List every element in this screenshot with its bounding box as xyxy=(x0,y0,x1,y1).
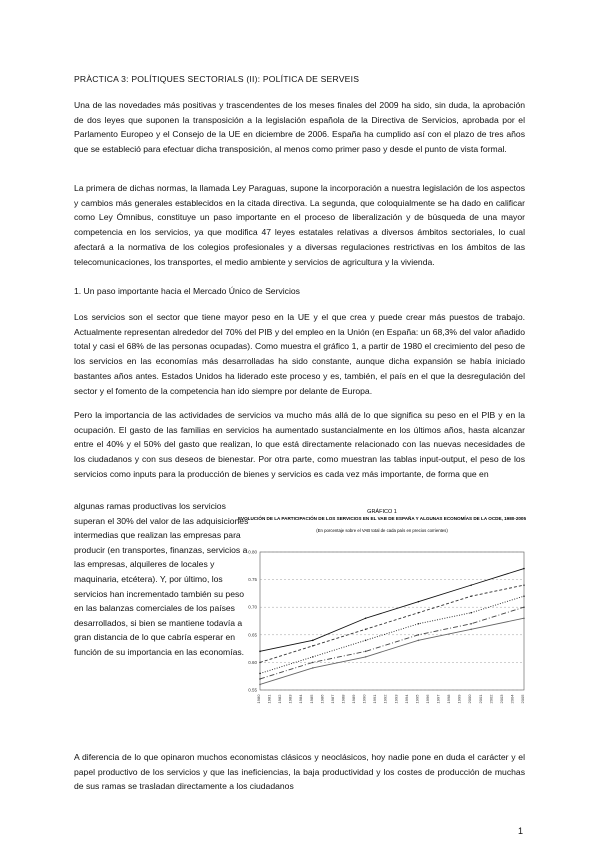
chart-svg xyxy=(232,504,532,729)
data-point xyxy=(523,617,525,619)
plot-frame xyxy=(260,552,524,690)
data-point xyxy=(312,667,314,669)
data-point xyxy=(259,678,261,680)
x-tick-label: 1994 xyxy=(403,694,409,704)
section-heading: 1. Un paso importante hacia el Mercado Único de Servicios xyxy=(74,286,300,296)
data-point xyxy=(365,628,367,630)
data-point xyxy=(523,568,525,570)
x-tick-label: 1992 xyxy=(382,694,388,704)
paragraph-2: La primera de dichas normas, la llamada Ley Paraguas, supone la incorporación a nuestra legislación de los aspectos y cambios más generales establecidos en la citada directiva. La segunda, que coloquialmente se ha dado en calificar como Ley Ómnibus, constituye un paso importante en el proceso de liberalización y de búsqueda de una mayor competencia en los servicios, ya que modifica 47 leyes estatales relativas a diversos ámbitos sectoriales, lo cual afectará a la normativa de los colegios profesionales y a diversas regulaciones restrictivas en los ámbitos de las telecomunicaciones, los transportes, el medio ambiente y servicios de agricultura y la vivienda. xyxy=(74,183,525,267)
y-tick-label: 0.55 xyxy=(248,687,257,693)
y-tick-label: 0.60 xyxy=(248,659,257,665)
paragraph-5: A diferencia de lo que opinaron muchos economistas clásicos y neoclásicos, hoy nadie pone en duda el carácter y el papel productivo de los servicios y que las ineficiencias, la baja productividad y los costes de producción de muchas de sus ramas se trasladan directamente a los ciudadanos xyxy=(74,752,525,792)
data-point xyxy=(470,612,472,614)
x-tick-label: 2000 xyxy=(467,694,473,704)
y-tick-label: 0.70 xyxy=(248,604,257,610)
x-tick-label: 1993 xyxy=(393,694,399,704)
data-point xyxy=(312,662,314,664)
x-tick-label: 1982 xyxy=(277,694,283,704)
document-title: PRÀCTICA 3: POLÍTIQUES SECTORIALS (II): POLÍTICA DE SERVEIS xyxy=(74,74,360,84)
x-tick-label: 2001 xyxy=(477,694,483,704)
data-point xyxy=(365,617,367,619)
plot-area xyxy=(248,550,525,704)
data-point xyxy=(418,601,420,603)
data-point xyxy=(312,640,314,642)
x-tick-label: 2002 xyxy=(488,694,494,704)
data-point xyxy=(418,634,420,636)
chart-title: GRÁFICO 1 xyxy=(367,509,397,515)
x-tick-label: 1999 xyxy=(456,694,462,704)
chart-subtitle: EVOLUCIÓN DE LA PARTICIPACIÓN DE LOS SERVICIOS EN EL VAB DE ESPAÑA Y ALGUNAS ECONOMÍAS DE LA OCDE, 1980-2005 xyxy=(237,516,527,521)
data-point xyxy=(259,673,261,675)
x-tick-label: 1985 xyxy=(308,694,314,704)
x-tick-label: 1987 xyxy=(329,694,335,704)
x-tick-label: 2003 xyxy=(498,694,504,704)
data-point xyxy=(470,584,472,586)
data-point xyxy=(418,623,420,625)
data-point xyxy=(523,584,525,586)
data-point xyxy=(523,595,525,597)
data-point xyxy=(470,623,472,625)
x-tick-label: 1991 xyxy=(372,694,378,704)
float-paragraph: algunas ramas productivas los servicios superan el 30% del valor de las adquisiciones intermedias que realizan las empresas para producir (en transportes, finanzas, servicios a las empresas, alquileres de locales y maquinaria, etcétera). Y, por último, los servicios han incrementado también su peso en las balanzas comerciales de los países desarrollados, si bien se mantiene todavía a gran distancia de lo que cabría esperar en función de su importancia en las economías. xyxy=(74,501,249,657)
series-line-0 xyxy=(260,569,524,652)
series-line-1 xyxy=(260,585,524,662)
x-tick-label: 1981 xyxy=(266,694,272,704)
x-tick-label: 1995 xyxy=(414,694,420,704)
paragraph-4: Pero la importancia de las actividades de servicios va mucho más allá de lo que significa su peso en el PIB y en la ocupación. El gasto de las familias en servicios ha aumentado sustancialmente en los últimos años, hasta alcanzar entre el 40% y el 50% del gasto que realizan, lo que está directamente relacionado con las nuevas necesidades de los ciudadanos y con sus deseos de bienestar. Por otra parte, como muestran las tablas input-output, el peso de los servicios como inputs para la producción de bienes y servicios es cada vez más importante, de forma que en xyxy=(74,410,525,479)
data-point xyxy=(418,612,420,614)
x-tick-label: 1980 xyxy=(256,694,261,704)
x-tick-label: 1989 xyxy=(351,694,357,704)
data-point xyxy=(523,606,525,608)
data-point xyxy=(312,656,314,658)
paragraph-3: Los servicios son el sector que tiene mayor peso en la UE y el que crea y puede crear más puestos de trabajo. Actualmente representan alrededor del 70% del PIB y del empleo en la Unión (en España: un 68,3% del valor añadido total y casi el 68% de las personas ocupadas). Como muestra el gráfico 1, a partir de 1980 el crecimiento del peso de los servicios en las economías más desarrolladas ha sido constante, aunque dicha expansión se había iniciado bastantes años antes. Estados Unidos ha liderado este proceso y es, también, el país en el que la desregulación del sector y el fomento de la competencia han ido siempre por delante de Europa. xyxy=(74,312,525,396)
data-point xyxy=(470,628,472,630)
x-tick-label: 1988 xyxy=(340,694,346,704)
data-point xyxy=(470,595,472,597)
x-tick-label: 1990 xyxy=(361,694,367,704)
x-tick-label: 2005 xyxy=(520,694,525,704)
x-tick-label: 1997 xyxy=(435,694,441,704)
chart-figure xyxy=(232,504,532,729)
data-point xyxy=(312,645,314,647)
x-tick-label: 2004 xyxy=(509,694,515,704)
x-tick-label: 1984 xyxy=(298,694,304,704)
data-point xyxy=(418,640,420,642)
data-point xyxy=(259,684,261,686)
y-tick-label: 0.80 xyxy=(248,549,257,555)
y-tick-label: 0.75 xyxy=(248,577,257,583)
x-tick-label: 1998 xyxy=(446,694,452,704)
data-point xyxy=(365,640,367,642)
chart-note: (En porcentaje sobre el VAB total de cada país en precios corrientes) xyxy=(316,528,448,533)
page-number: 1 xyxy=(518,826,524,836)
data-point xyxy=(259,651,261,653)
x-tick-label: 1983 xyxy=(287,694,293,704)
x-tick-label: 1986 xyxy=(319,694,325,704)
paragraph-1: Una de las novedades más positivas y trascendentes de los meses finales del 2009 ha sido, sin duda, la aprobación de dos leyes que suponen la transposición a la legislación española de la Directiva de Servicios, aprobada por el Parlamento Europeo y el Consejo de la UE en diciembre de 2006. España ha cumplido así con el plazo de tres años que se estableció para efectuar dicha transposición, al menos como primer paso y desde el punto de vista formal. xyxy=(74,100,525,155)
data-point xyxy=(259,662,261,664)
series-line-4 xyxy=(260,618,524,684)
y-tick-label: 0.65 xyxy=(248,632,257,638)
x-tick-label: 1996 xyxy=(424,694,430,704)
data-point xyxy=(365,651,367,653)
data-point xyxy=(365,656,367,658)
